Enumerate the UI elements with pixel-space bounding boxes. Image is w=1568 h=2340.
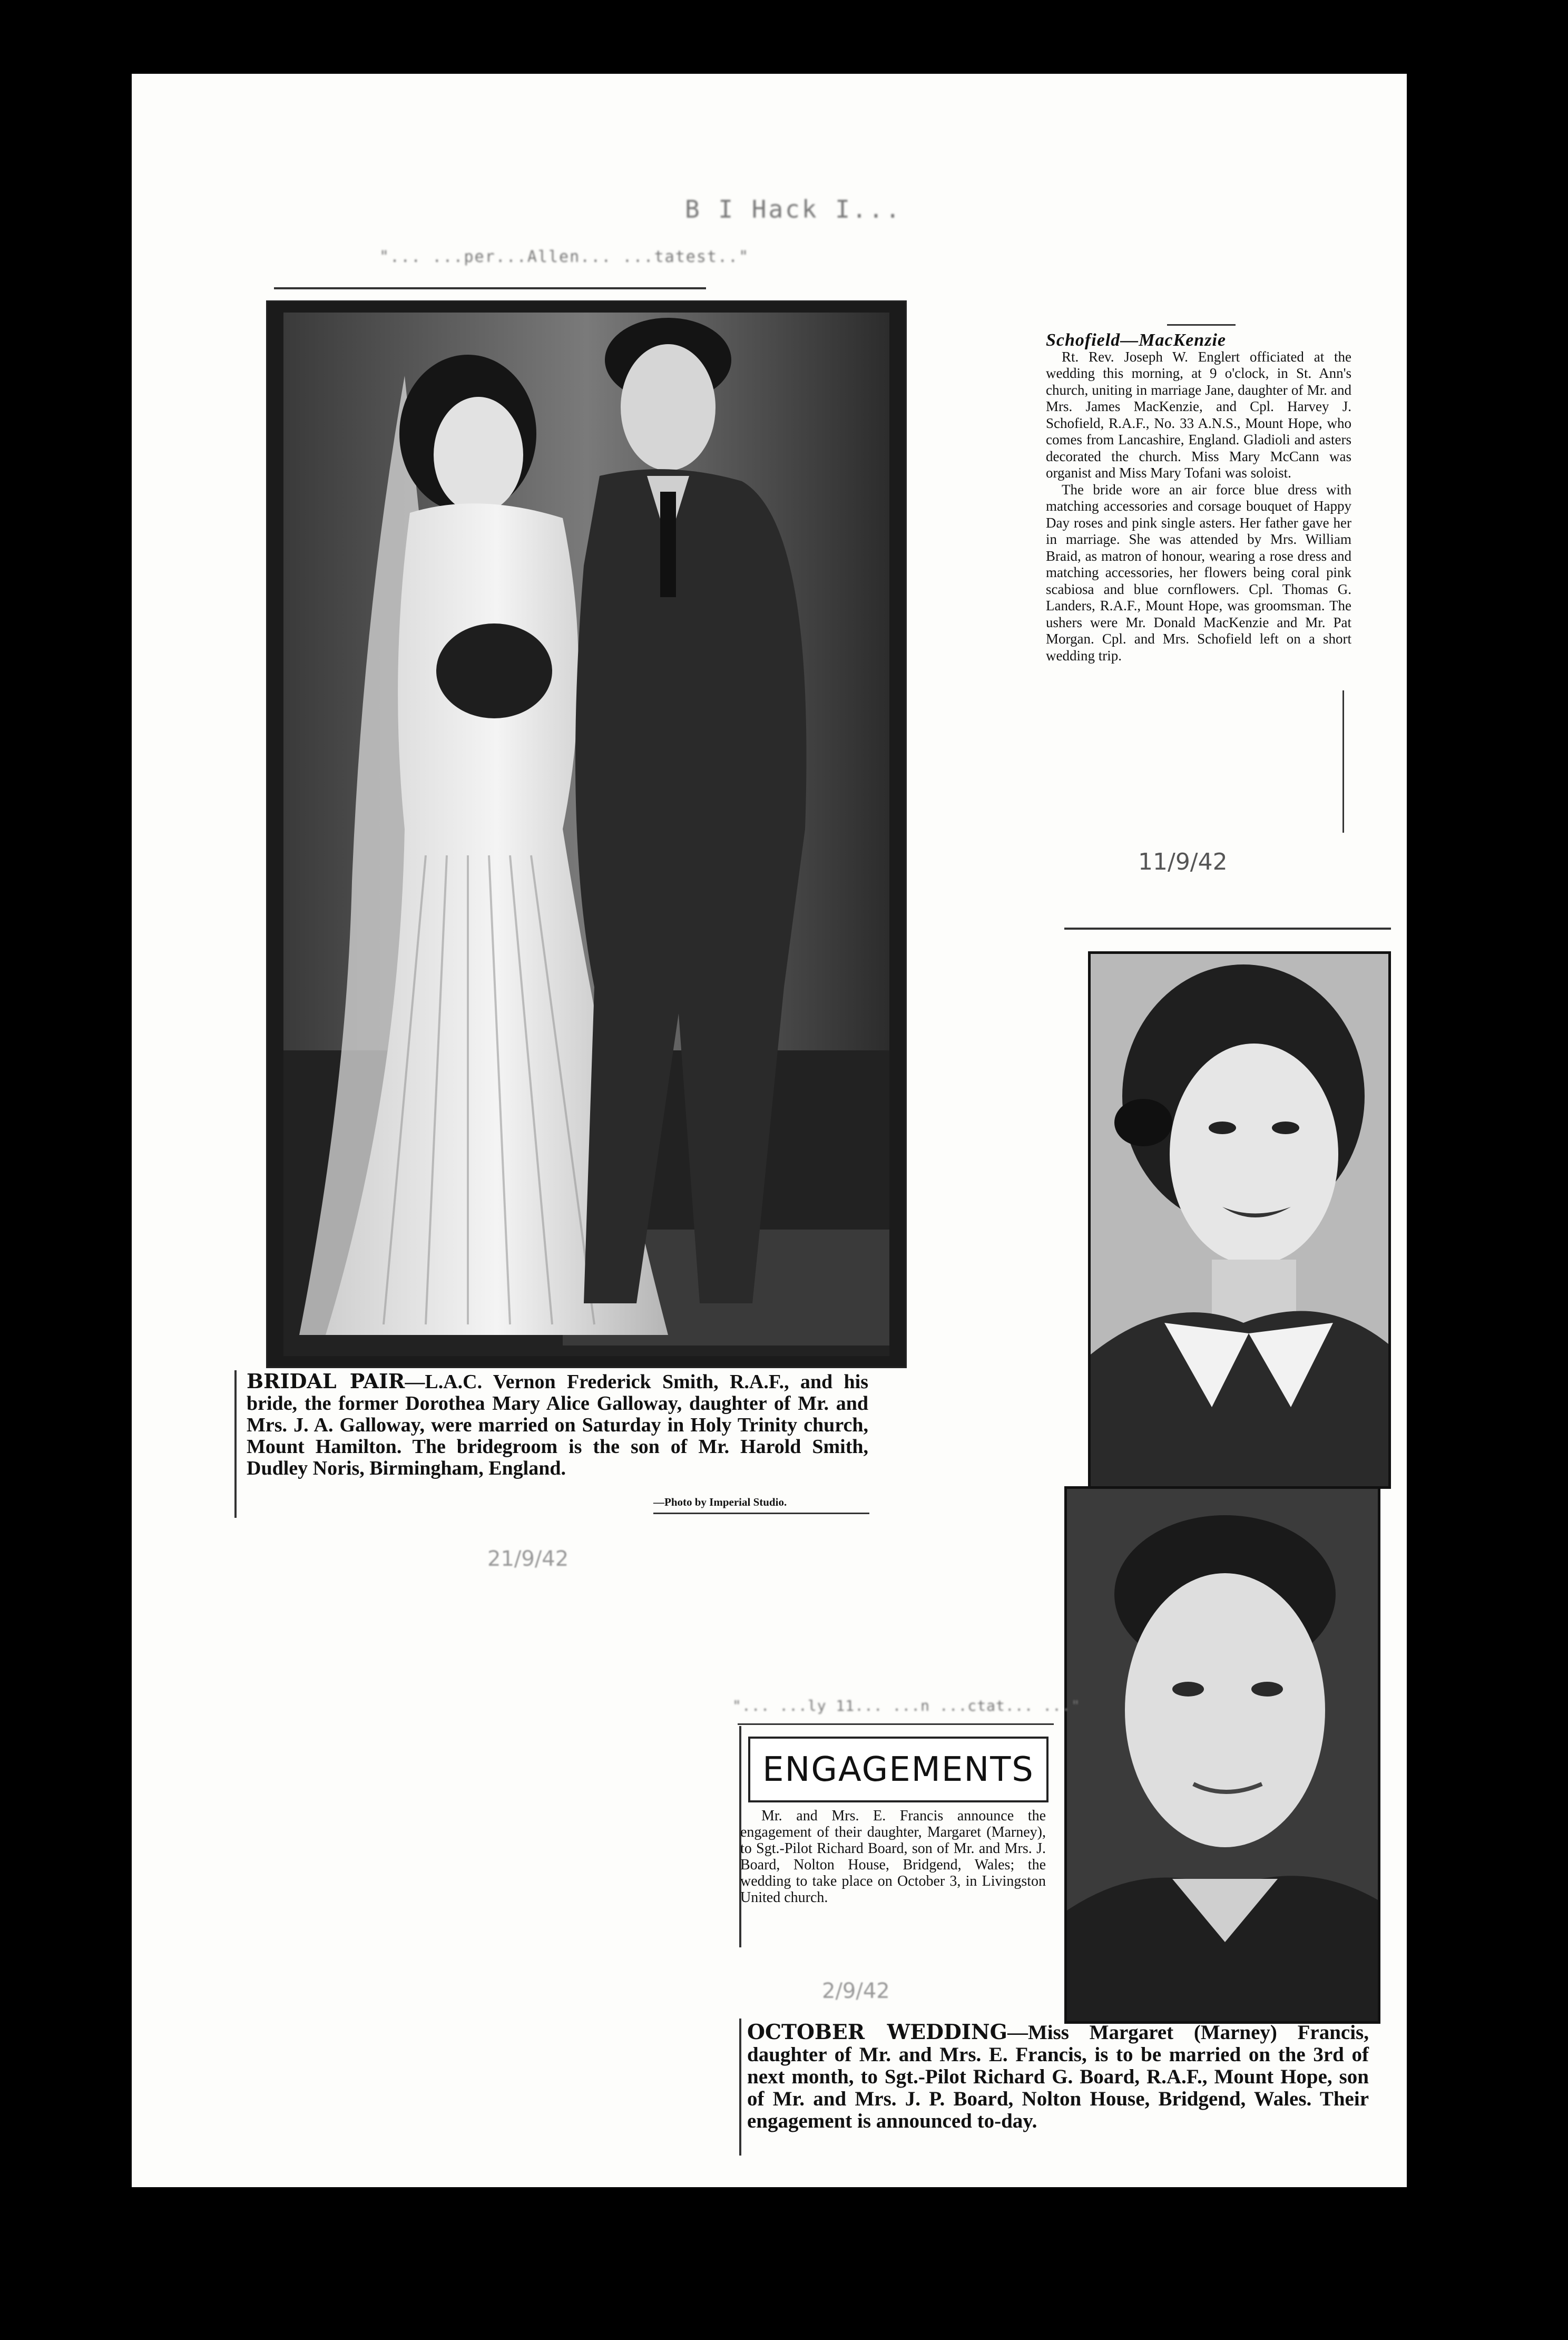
- bridal-caption-lead: BRIDAL PAIR: [247, 1369, 405, 1393]
- october-wedding-lead: OCTOBER WEDDING: [747, 2020, 1007, 2044]
- october-wedding-text: —Miss Margaret (Marney) Francis, daughter of Mr. and Mrs. E. Francis, is to be married on the 3rd of next month, to Sgt.-Pilot Richard G. Board, R.A.F., Mount Hope, son of Mr. and Mrs. J. P. Board, Nolton House, Bridgend, Wales. Their engagement is announced to-day.: [747, 2021, 1369, 2132]
- engagements-announcement: Mr. and Mrs. E. Francis announce the engagement of their daughter, Margaret (Marney), to Sgt.-Pilot Richard Board, son of Mr. and Mrs. J. Board, Nolton House, Bridgend, Wales; the wedding to take place on October 3, in Livingston United church.: [740, 1808, 1046, 1906]
- bridal-photo-image: [268, 302, 905, 1367]
- october-wedding-caption: [747, 2021, 1369, 2132]
- bridal-caption: [247, 1370, 868, 1479]
- man-portrait-image: [1067, 1489, 1378, 2021]
- october-side-rule: [739, 2019, 741, 2156]
- engagements-top-rule: [738, 1723, 1054, 1725]
- faint-clip-line: "... ...per...Allen... ...tatest..": [379, 248, 750, 266]
- schofield-paragraph-2: The bride wore an air force blue dress with matching accessories and corsage bouquet of Happy Day roses and pink single asters. Her father gave her in marriage. She was attended by Mrs. William Braid, as matron of honour, wearing a rose dress and matching accessories, her flowers being coral pink scabiosa and blue cornflowers. Cpl. Thomas G. Landers, R.A.F., Mount Hope, was groomsman. The ushers were Mr. Donald MacKenzie and Mr. Pat Morgan. Cpl. and Mrs. Schofield left on a short wedding trip.: [1046, 481, 1351, 664]
- faint-header-title: B I Hack I...: [685, 195, 903, 223]
- photo-credit: —Photo by Imperial Studio.: [653, 1496, 787, 1508]
- engagements-faint-clip-line: "... ...ly 11... ...n ...ctat... ...": [732, 1697, 1081, 1714]
- woman-portrait-image: [1091, 954, 1388, 1486]
- engagements-heading: ENGAGEMENTS: [748, 1737, 1048, 1802]
- clip-top-rule: [274, 287, 706, 289]
- schofield-paragraph-1: Rt. Rev. Joseph W. Englert officiated at the wedding this morning, at 9 o'clock, in St. Ann's church, uniting in marriage Jane, daughter of Mr. and Mrs. James MacKenzie, and Cpl. Harvey J. Schofield, R.A.F., No. 33 A.N.S., Mount Hope, who comes from Lancashire, England. Gladioli and asters decorated the church. Miss Mary McCann was organist and Miss Mary Tofani was soloist.: [1046, 348, 1351, 481]
- engagements-handwritten-date: 2/9/42: [822, 1979, 890, 2003]
- schofield-top-rule: [1167, 324, 1236, 326]
- bridal-pair-photo: [266, 300, 907, 1368]
- schofield-article: [1046, 332, 1351, 664]
- bridal-caption-text: —L.A.C. Vernon Frederick Smith, R.A.F., and his bride, the former Dorothea Mary Alice Galloway, daughter of Mr. and Mrs. J. A. Galloway, were married on Saturday in Holy Trinity church, Mount Hamilton. The bridegroom is the son of Mr. Harold Smith, Dudley Noris, Birmingham, England.: [247, 1371, 868, 1479]
- richard-board-portrait: [1064, 1486, 1380, 2024]
- portrait-top-rule: [1064, 928, 1391, 930]
- schofield-headline: Schofield—MacKenzie: [1046, 330, 1226, 350]
- bridal-caption-side-rule: [234, 1370, 237, 1518]
- margaret-francis-portrait: [1088, 951, 1391, 1489]
- bridal-caption-bottom-rule: [653, 1513, 869, 1514]
- bridal-handwritten-date: 21/9/42: [487, 1547, 569, 1571]
- schofield-handwritten-date: 11/9/42: [1138, 849, 1228, 875]
- schofield-side-rule: [1342, 690, 1344, 833]
